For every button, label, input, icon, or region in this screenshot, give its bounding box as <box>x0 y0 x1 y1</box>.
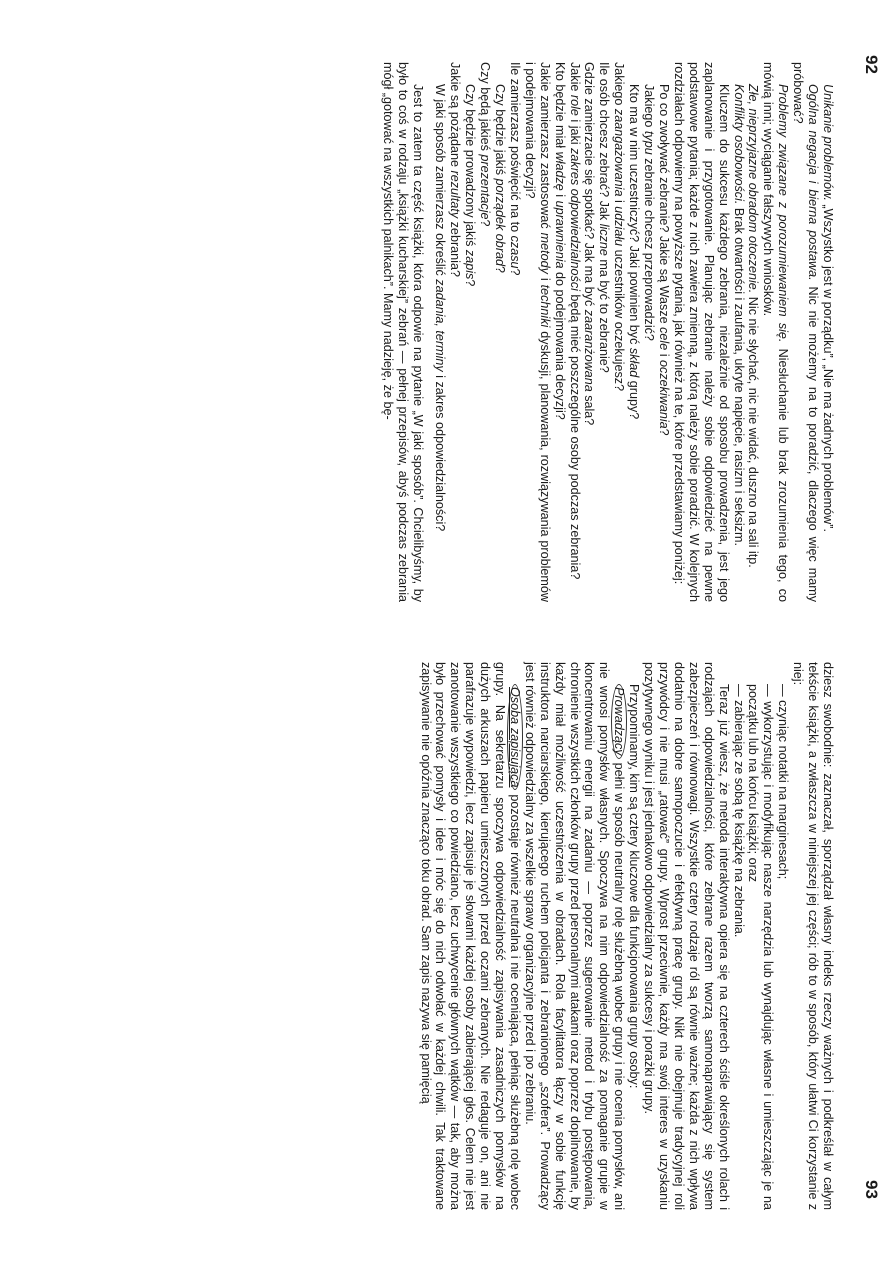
left-page-number: 92 <box>862 55 881 74</box>
paragraph: Kluczem do sukcesu każdego zebrania, niezależnie od sposobu prowadzenia, jest jego zaplanowanie i przygotowanie. Planując zebranie należy sobie odpowiedzieć na pewne podstawowe pytania; każde z nich zawiera zmienną, z którą należy sobie poradzić. W kolejnych rozdziałach odpowiemy na powyższe pytania, jak również na te, które przedstawiamy poniżej: <box>671 62 731 602</box>
right-page-number: 93 <box>862 1180 881 1199</box>
right-page <box>418 662 835 1210</box>
question: Czy będzie prowadzony jakiś zapis? <box>463 84 478 287</box>
question: Jakiego typu zebranie chcesz przeprowadzić? <box>642 84 657 341</box>
list-item: — wykorzystując i modyfikując nasze narzędzia lub wynajdując własne i umieszczając je na początku lub na końcu książki; oraz <box>746 684 776 1210</box>
paragraph: Problemy związane z porozumiewaniem się. Niesłuchanie lub brak zrozumienia tego, co mówią inni; wyciąganie fałszywych wniosków. <box>761 62 791 602</box>
paragraph: Osoba zapisująca pozostaje również neutralna i nie oceniająca, pełniąc służebną rolę wobec grupy. Na sekretarzu spoczywa odpowiedzialność zapisywania zasadniczych pomysłów na dużych arkuszach papieru umieszczonych przed oczami zebranych. Nie redaguje on, ani nie parafrazuje wypowiedzi, lecz zapisuje je słowami każdej osoby zabierającej głos. Celem nie jest zanotowanie wszystkiego co powiedziano, lecz uchwycenie głównych wątków — tak, aby można było przechować pomysły i idee i móc się do nich odwołać w każdej chwili. Tak traktowane zapisywanie nie opóźnia znacząco toku obrad. Sam zapis nazywa się pamięcią <box>418 662 522 1210</box>
handwritten-circle-mark: Osoba zapisująca <box>507 684 523 790</box>
paragraph: Unikanie problemów. „Wszystko jest w porządku”, „Nie ma żadnych problemów”. <box>821 84 835 532</box>
paragraph: Ogólna negacja i bierna postawa. Nic nie możemy na to poradzić, dlaczego więc mamy próbować? <box>791 62 821 602</box>
list-item: — czyniąc notatki na marginesach; <box>776 684 791 880</box>
paragraph: Złe, nieprzyjazne obradom otoczenie. Nic nie słychać, nic nie widać, duszno na sali itp. <box>746 84 761 568</box>
paragraph: Konflikty osobowości. Brak otwartości i zaufania, ukryte napięcie, rasizm i seksizm. <box>731 84 746 546</box>
question: Czy będą jakieś prezentacje? <box>478 62 493 227</box>
question: W jaki sposób zamierzasz określić zadania, terminy i zakres odpowiedzialności? <box>433 84 448 532</box>
paragraph: Przypominamy, kim są cztery kluczowe dla funkcjonowania grupy osoby: <box>627 684 642 1089</box>
question: Kto będzie miał władzę i uprawnienia do podejmowania decyzji? <box>552 62 567 420</box>
paragraph: Teraz już wiesz, że metoda interaktywna opiera się na czterech ściśle określonych rolach i rodzajach odpowiedzialności, które zebrane razem tworzą samonaprawiający się system zabezpieczeń i równowagi. Wszystkie cztery rodzaje ról są równie ważne; każda z nich wpływa dodatnio na dobre samopoczucie i efektywną pracę grupy. Nikt nie obejmuje tradycyjnej roli przywódcy i nie musi „ratować” grupy. Wprost przeciwnie, każdy ma swój interes w uzyskaniu pozytywnego wyniku i jest jednakowo odpowiedzialny za sukcesy i porażki grupy. <box>642 662 731 1210</box>
left-page <box>380 62 835 602</box>
question: Jakie są pożądane rezultaty zebrania? <box>448 62 463 277</box>
handwritten-circle-mark: Prowadzący <box>611 684 627 759</box>
paragraph: Prowadzący pełni w sposób neutralny rolę służebną wobec grupy i nie ocenia pomysłów, ani nie wnosi pomysłów własnych. Spoczywa na nim odpowiedzialność za pomaganie grupie w koncentrowaniu energii na zadaniu — poprzez sugerowanie metod i trybu postępowania, chronienie wszystkich członków grupy przed personalnymi atakami oraz poprzez dopilnowanie, by każdy miał możliwość uczestniczenia w obradach. Rola facylitatora łączy w sobie funkcję instruktora narciarskiego, kierującego ruchem policjanta i zebranionego „szofera”. Prowadzący jest również odpowiedzialny za wszelkie sprawy organizacyjne przed i po zebraniu. <box>522 662 627 1210</box>
question: Czy będzie jakiś porządek obrad? <box>493 84 508 274</box>
question: Ile zamierzasz poświęcić na to czasu? <box>507 62 522 276</box>
question: Ile osób chcesz zebrać? Jak liczne ma być to zebranie? <box>597 62 612 373</box>
list-item: — zabierając ze sobą tę książkę na zebrania. <box>731 684 746 938</box>
question: Kto ma w nim uczestniczyć? Jaki powinien być skład grupy? <box>627 84 642 420</box>
question: Jakie zamierzasz zastosować metody i techniki dyskusji, planowania, rozwiązywania problemów i podejmowania decyzji? <box>522 62 552 602</box>
question: Jakiego zaangażowania i udziału uczestników oczekujesz? <box>612 62 627 392</box>
question: Jakie role i jaki zakres odpowiedzialności będą mieć poszczególne osoby podczas zebrania? <box>567 62 582 580</box>
paragraph: dziesz swobodnie: zaznaczał, sporządzał własny indeks rzeczy ważnych i podkreślał w całym tekście książki, a zwłaszcza w niniejszej jej części; rób to w sposób, który ułatwi Ci korzystanie z niej: <box>791 662 835 1210</box>
paragraph: Jest to zatem ta część książki, która odpowie na pytanie „W jaki sposób”. Chcielibyśmy, by było to coś w rodzaju „książki kucharskiej” zebrań — pełnej przepisów, abyś podczas zebrania mógł „gotować na wszystkich palnikach”. Mamy nadzieję, że bę- <box>380 62 425 602</box>
question: Po co zwoływać zebranie? Jakie są Wasze cele i oczekiwania? <box>657 84 672 436</box>
question: Gdzie zamierzacie się spotkać? Jak ma być zaaranżowana sala? <box>582 62 597 426</box>
